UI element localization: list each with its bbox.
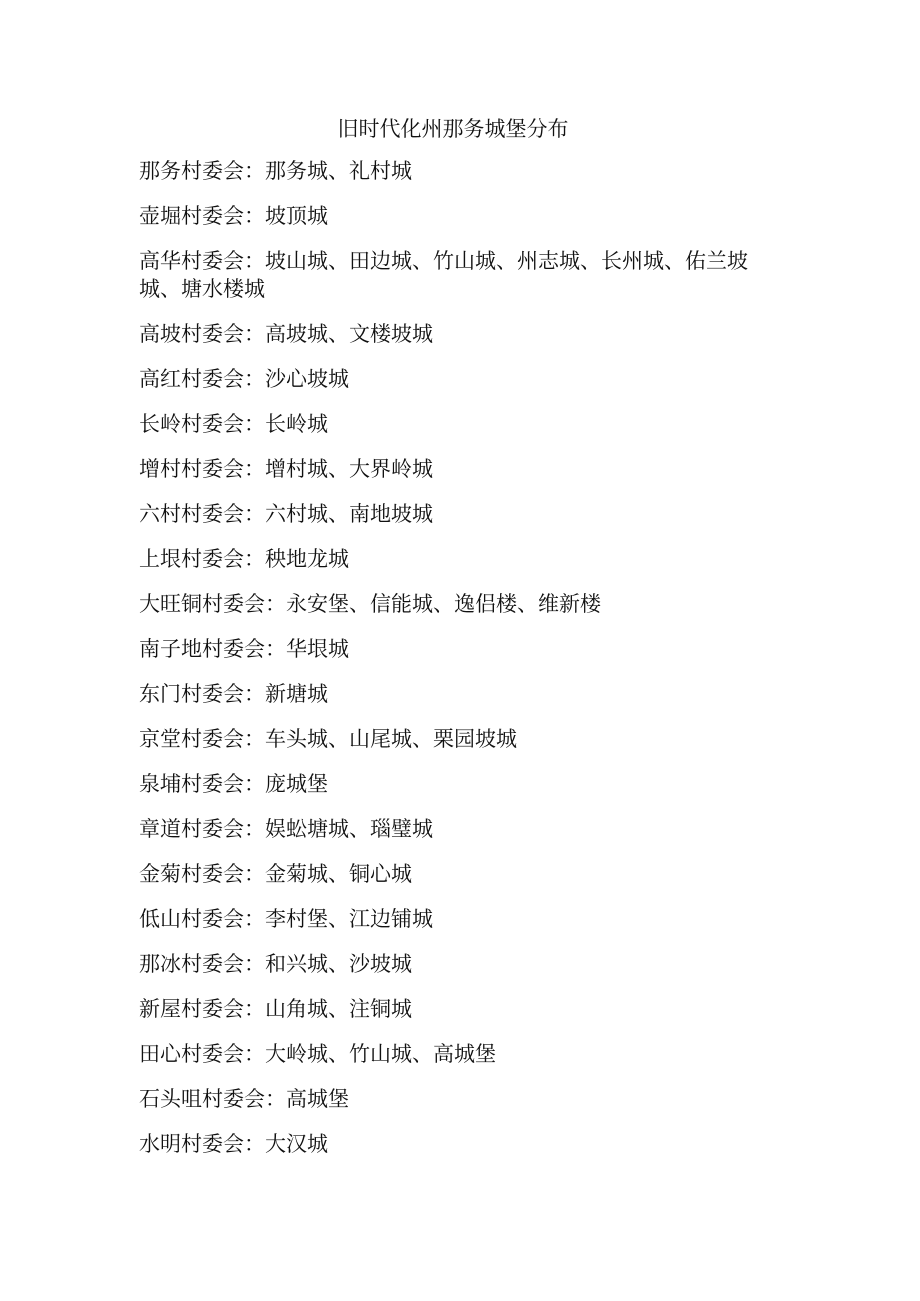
village-name: 上垠村委会 <box>139 547 244 571</box>
separator: ： <box>244 952 265 976</box>
village-name: 增村村委会 <box>139 457 244 481</box>
village-name: 田心村委会 <box>139 1042 244 1066</box>
separator: ： <box>265 637 286 661</box>
village-name: 那务村委会 <box>139 159 244 183</box>
list-item <box>139 365 779 393</box>
list-item <box>139 202 779 230</box>
list-item <box>139 680 779 708</box>
castle-names: 大汉城 <box>265 1132 328 1156</box>
list-item <box>139 410 779 438</box>
village-name: 长岭村委会 <box>139 412 244 436</box>
separator: ： <box>244 1042 265 1066</box>
castle-names: 沙心坡城 <box>265 367 349 391</box>
castle-names: 永安堡、信能城、逸侣楼、维新楼 <box>286 592 601 616</box>
castle-names: 坡山城、田边城、竹山城、州志城、长州城、佑兰坡城、塘水楼城 <box>139 249 748 301</box>
castle-names: 娱蚣塘城、瑙璧城 <box>265 817 433 841</box>
village-name: 大旺铜村委会 <box>139 592 265 616</box>
separator: ： <box>244 322 265 346</box>
separator: ： <box>265 592 286 616</box>
village-name: 京堂村委会 <box>139 727 244 751</box>
village-name: 南子地村委会 <box>139 637 265 661</box>
separator: ： <box>244 997 265 1021</box>
castle-names: 大岭城、竹山城、高城堡 <box>265 1042 496 1066</box>
village-name: 那冰村委会 <box>139 952 244 976</box>
separator: ： <box>244 457 265 481</box>
list-item <box>139 247 779 303</box>
list-item <box>139 1130 779 1158</box>
village-name: 六村村委会 <box>139 502 244 526</box>
separator: ： <box>244 1132 265 1156</box>
list-item <box>139 545 779 573</box>
list-item <box>139 815 779 843</box>
castle-names: 和兴城、沙坡城 <box>265 952 412 976</box>
list-item <box>139 1040 779 1068</box>
village-name: 石头咀村委会 <box>139 1087 265 1111</box>
village-name: 高华村委会 <box>139 249 244 273</box>
separator: ： <box>244 249 265 273</box>
village-name: 章道村委会 <box>139 817 244 841</box>
village-name: 高坡村委会 <box>139 322 244 346</box>
list-item <box>139 905 779 933</box>
village-name: 金菊村委会 <box>139 862 244 886</box>
castle-names: 高城堡 <box>286 1087 349 1111</box>
village-name: 新屋村委会 <box>139 997 244 1021</box>
castle-names: 金菊城、铜心城 <box>265 862 412 886</box>
separator: ： <box>244 204 265 228</box>
castle-names: 庞城堡 <box>265 772 328 796</box>
list-item <box>139 455 779 483</box>
village-name: 壶堀村委会 <box>139 204 244 228</box>
separator: ： <box>244 159 265 183</box>
castle-names: 坡顶城 <box>265 204 328 228</box>
list-item <box>139 320 779 348</box>
separator: ： <box>244 727 265 751</box>
castle-names: 六村城、南地坡城 <box>265 502 433 526</box>
separator: ： <box>244 862 265 886</box>
castle-names: 长岭城 <box>265 412 328 436</box>
castle-names: 山角城、注铜城 <box>265 997 412 1021</box>
castle-names: 增村城、大界岭城 <box>265 457 433 481</box>
separator: ： <box>244 907 265 931</box>
separator: ： <box>244 817 265 841</box>
document-title: 旧时代化州那务城堡分布 <box>337 117 569 141</box>
separator: ： <box>244 547 265 571</box>
separator: ： <box>244 682 265 706</box>
list-item <box>139 770 779 798</box>
list-item <box>139 995 779 1023</box>
village-name: 东门村委会 <box>139 682 244 706</box>
list-item <box>139 635 779 663</box>
separator: ： <box>265 1087 286 1111</box>
separator: ： <box>244 502 265 526</box>
list-item <box>139 950 779 978</box>
list-item <box>139 860 779 888</box>
entry-list <box>139 157 779 1175</box>
list-item <box>139 500 779 528</box>
list-item <box>139 725 779 753</box>
list-item <box>139 157 779 185</box>
village-name: 高红村委会 <box>139 367 244 391</box>
castle-names: 华垠城 <box>286 637 349 661</box>
separator: ： <box>244 367 265 391</box>
separator: ： <box>244 412 265 436</box>
castle-names: 新塘城 <box>265 682 328 706</box>
list-item <box>139 1085 779 1113</box>
castle-names: 秧地龙城 <box>265 547 349 571</box>
village-name: 泉埔村委会 <box>139 772 244 796</box>
castle-names: 车头城、山尾城、栗园坡城 <box>265 727 517 751</box>
list-item <box>139 590 779 618</box>
castle-names: 那务城、礼村城 <box>265 159 412 183</box>
separator: ： <box>244 772 265 796</box>
castle-names: 高坡城、文楼坡城 <box>265 322 433 346</box>
village-name: 水明村委会 <box>139 1132 244 1156</box>
village-name: 低山村委会 <box>139 907 244 931</box>
castle-names: 李村堡、江边铺城 <box>265 907 433 931</box>
